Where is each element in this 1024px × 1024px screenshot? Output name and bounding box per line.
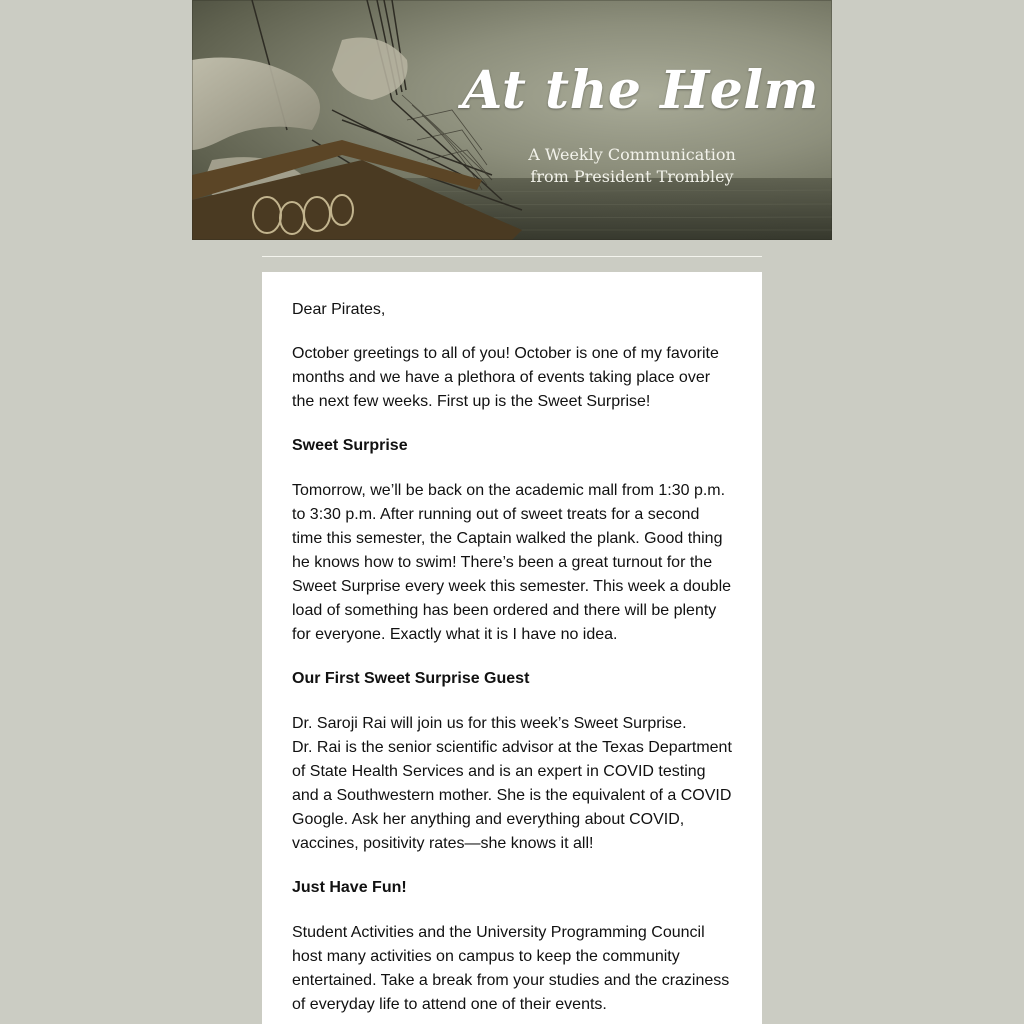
section-body-sweet-surprise: Tomorrow, we’ll be back on the academic mall from 1:30 p.m. to 3:30 p.m. After running out of sweet treats for a second time this semester, the Captain walked the plank. Good thing he knows how to swim! There’s been a great turnout for the Sweet Surprise every week this semester. This week a double load of something has been ordered and there will be plenty for everyone. Exactly what it is I have no idea. bbox=[292, 482, 732, 643]
section-heading-first-guest: Our First Sweet Surprise Guest bbox=[292, 670, 530, 687]
intro-paragraph: October greetings to all of you! October is one of my favorite months and we have a plethora of events taking place over the next few weeks. First up is the Sweet Surprise! bbox=[292, 345, 719, 410]
letter-body bbox=[262, 272, 762, 1024]
banner-subtitle-line-2: from President Trombley bbox=[530, 167, 734, 186]
greeting: Dear Pirates, bbox=[292, 301, 386, 318]
section-heading-just-have-fun: Just Have Fun! bbox=[292, 879, 407, 896]
banner-title: At the Helm bbox=[462, 60, 820, 121]
banner-subtitle bbox=[462, 144, 802, 188]
section-body-just-have-fun: Student Activities and the University Programming Council host many activities on campus to keep the community entertained. Take a break from your studies and the craziness of everyday life to attend one of their events. bbox=[292, 924, 730, 1013]
header-divider bbox=[262, 256, 762, 257]
first-guest-line-2: Dr. Rai is the senior scientific advisor at the Texas Department of State Health Services and is an expert in COVID testing and a Southwestern mother. She is the equivalent of a COVID Google. Ask her anything and everything about COVID, vaccines, positivity rates—she knows it all! bbox=[292, 739, 732, 852]
section-heading-sweet-surprise: Sweet Surprise bbox=[292, 437, 408, 454]
first-guest-line-1: Dr. Saroji Rai will join us for this week’s Sweet Surprise. bbox=[292, 715, 687, 732]
banner-subtitle-line-1: A Weekly Communication bbox=[528, 145, 736, 164]
section-body-first-guest bbox=[292, 712, 732, 856]
header-banner bbox=[192, 0, 832, 240]
